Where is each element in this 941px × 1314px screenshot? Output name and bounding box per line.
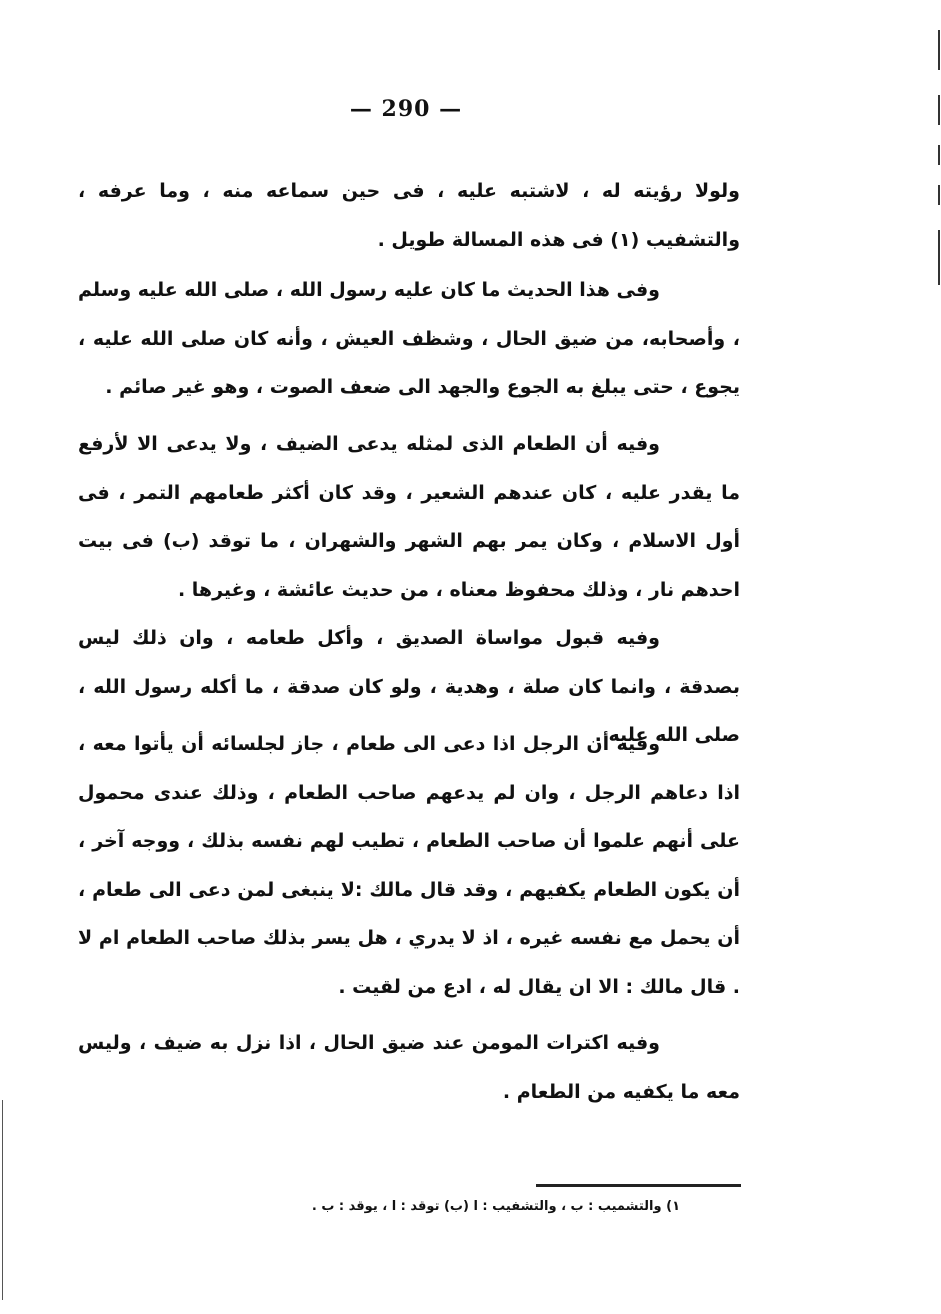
scan-edge-mark <box>938 95 940 125</box>
paragraph-6-text: وفيه اكترات المومن عند ضيق الحال ، اذا نزل به ضيف ، وليس معه ما يكفيه من الطعام . <box>78 1032 740 1103</box>
paragraph-5 <box>78 720 740 1011</box>
paragraph-4-text: وفيه قبول مواساة الصديق ، وأكل طعامه ، وان ذلك ليس بصدقة ، وانما كان صلة ، وهدية ، ولو كان صدقة ، ما أكله رسول الله ، صلى الله عليه . <box>78 627 740 746</box>
scan-edge-mark <box>938 185 940 205</box>
page-number: — 290 — <box>349 96 463 122</box>
paragraph-2 <box>78 266 740 412</box>
paragraph-6 <box>78 1019 740 1116</box>
footnote: ١) والتشميب : ب ، والتشفيب : ا (ب) توقد : ا ، يوقد : ب . <box>311 1199 680 1214</box>
paragraph-5-text: وفيه أن الرجل اذا دعى الى طعام ، جاز لجلسائه أن يأتوا معه ، اذا دعاهم الرجل ، وان لم يدعهم صاحب الطعام ، وذلك عندى محمول على أنهم علموا أن صاحب الطعام ، تطيب لهم نفسه بذلك ، ووجه آخر ، أن يكون الطعام يكفيهم ، وقد قال مالك :لا ينبغى لمن دعى الى طعام ، أن يحمل مع نفسه غيره ، اذ لا يدري ، هل يسر بذلك صاحب الطعام ام لا . قال مالك : الا ان يقال له ، ادع من لقيت . <box>78 733 740 998</box>
paragraph-1-text: ولولا رؤيته له ، لاشتبه عليه ، فى حين سماعه منه ، وما عرفه ، والتشفيب (١) فى هذه المسالة طويل . <box>78 180 740 251</box>
scan-edge-mark <box>938 30 940 70</box>
scan-edge-mark <box>938 145 940 165</box>
paragraph-1 <box>78 167 740 264</box>
paragraph-3-text: وفيه أن الطعام الذى لمثله يدعى الضيف ، ولا يدعى الا لأرفع ما يقدر عليه ، كان عندهم الشعير ، وقد كان أكثر طعامهم التمر ، فى أول الاسلام ، وكان يمر بهم الشهر والشهران ، ما توقد (ب) فى بيت احدهم نار ، وذلك محفوظ معناه ، من حديث عائشة ، وغيرها . <box>78 433 740 601</box>
scan-edge-mark <box>2 1100 3 1300</box>
footnote-divider <box>536 1184 741 1187</box>
paragraph-3 <box>78 420 740 614</box>
paragraph-2-text: وفى هذا الحديث ما كان عليه رسول الله ، صلى الله عليه وسلم ، وأصحابه، من ضيق الحال ، وشظف العيش ، وأنه كان صلى الله عليه ، يجوع ، حتى يبلغ به الجوع والجهد الى ضعف الصوت ، وهو غير صائم . <box>78 279 740 398</box>
scan-edge-mark <box>938 230 940 285</box>
